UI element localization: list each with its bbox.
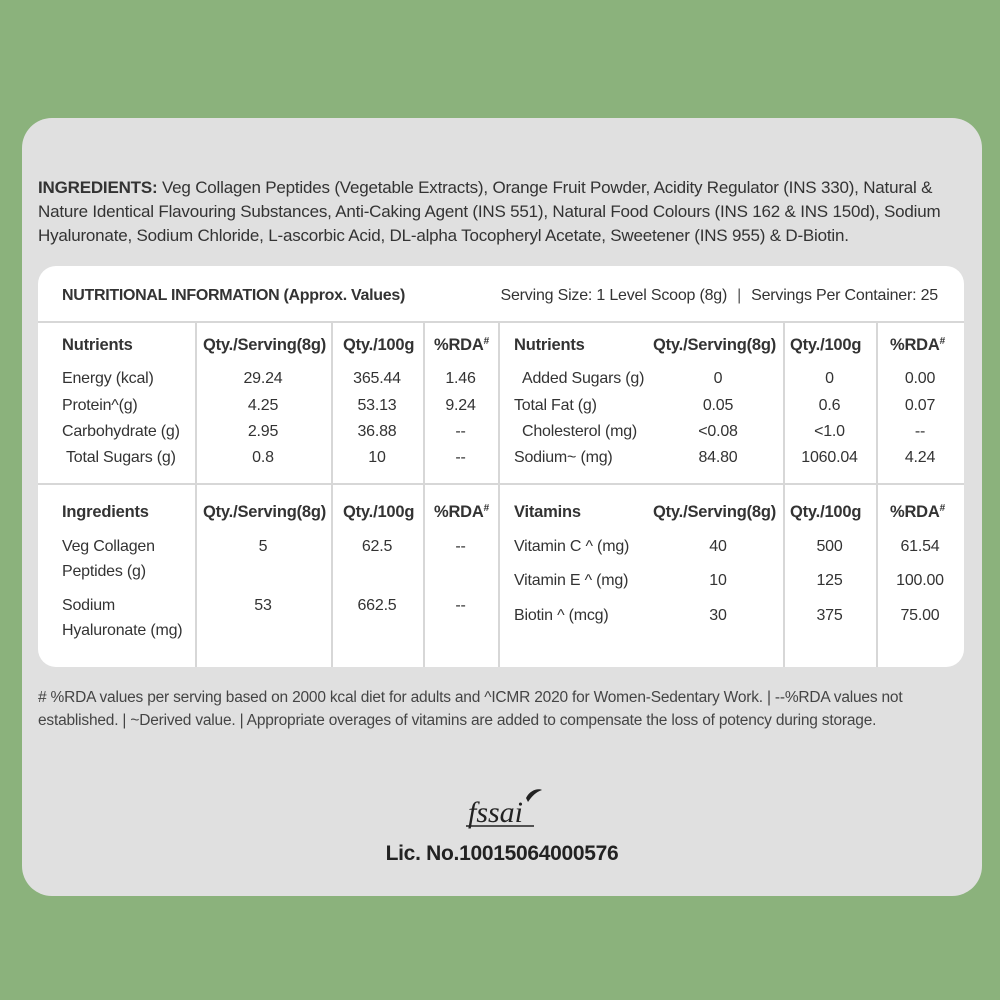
ingredients-label: INGREDIENTS: [38,178,158,197]
nutrient-serving: 0.05 [702,397,734,414]
nutrient-rda: 0.07 [904,397,936,414]
vitamin-rda: 75.00 [900,607,940,624]
nutrient-per100: 0.6 [818,397,841,414]
vitamin-rda: 100.00 [896,572,944,589]
header-qty-100g-right: Qty./100g [790,336,862,354]
nutrient-name: Total Fat (g) [514,397,597,414]
header-qty-serving: Qty./Serving(8g) [203,336,327,354]
nutrition-table [38,266,964,667]
serving-info [501,287,939,305]
vitamin-per100: 375 [816,607,843,624]
header-qty-100g: Qty./100g [343,503,415,521]
nutrient-rda: -- [455,449,466,466]
nutrient-rda: 1.46 [445,370,476,387]
ingredient-rda: -- [455,597,466,614]
ingredient-rda: -- [455,538,466,555]
nutrient-rda: -- [914,423,926,440]
vitamin-rda: 61.54 [900,538,940,555]
ingredient-name-line1: Veg Collagen [62,538,155,555]
nutrient-rda: 4.24 [904,449,936,466]
footnote-line: established. | ~Derived value. | Appropriate overages of vitamins are added to compensate the loss of potency during storage. [38,712,877,729]
vitamin-serving: 40 [709,538,727,555]
serving-size: Serving Size: 1 Level Scoop (8g) [500,287,728,304]
fssai-logo-text: fssai [468,796,524,829]
vitamin-per100: 500 [816,538,843,555]
nutrient-rda: -- [455,423,466,440]
nutrient-per100: 365.44 [353,370,401,387]
vitamin-serving: 10 [709,572,727,589]
nutrient-serving: <0.08 [698,423,738,440]
nutrient-rda: 0.00 [904,370,936,387]
header-qty-100g-right: Qty./100g [790,503,862,521]
nutrient-serving: 84.80 [698,449,738,466]
nutrient-per100: 10 [368,449,386,466]
header-rda: %RDA# [434,336,489,354]
ingredient-per100: 62.5 [361,538,393,555]
nutrient-name: Cholesterol (mg) [522,423,638,440]
nutrient-per100: 36.88 [357,423,397,440]
header-qty-serving: Qty./Serving(8g) [203,503,327,521]
ingredient-serving: 5 [258,538,268,555]
nutrient-name: Added Sugars (g) [522,370,645,387]
vitamin-name: Vitamin E ^ (mg) [514,572,629,589]
license-number: Lic. No.10015064000576 [385,842,619,865]
nutrient-name: Carbohydrate (g) [62,423,180,440]
vitamin-serving: 30 [709,607,727,624]
nutrient-per100: <1.0 [814,423,845,440]
vitamin-per100: 125 [816,572,843,589]
servings-per-container: Servings Per Container: 25 [751,287,938,304]
nutrient-name: Total Sugars (g) [66,449,176,466]
header-qty-serving-right: Qty./Serving(8g) [653,503,777,521]
header-nutrients-right: Nutrients [514,336,585,354]
vitamin-name: Biotin ^ (mcg) [514,607,609,624]
nutrient-name: Sodium~ (mg) [514,449,613,466]
header-rda-right: %RDA# [890,336,945,354]
footnote-line: # %RDA values per serving based on 2000 kcal diet for adults and ^ICMR 2020 for Women-Sedentary Work. | --%RDA values not [38,689,903,706]
ingredients-text [38,176,958,248]
header-qty-100g: Qty./100g [343,336,415,354]
section-divider [38,483,964,485]
ingredient-name-line1: Sodium [62,597,116,614]
ingredient-name-line2: Peptides (g) [62,563,146,580]
nutrient-per100: 53.13 [357,397,397,414]
nutrient-serving: 0.8 [252,449,274,466]
nutrient-per100: 1060.04 [801,449,858,466]
nutrient-serving: 2.95 [247,423,279,440]
nutrient-serving: 29.24 [243,370,283,387]
rda-footnote [38,686,958,732]
vitamin-name: Vitamin C ^ (mg) [514,538,630,555]
nutrient-serving: 4.25 [247,397,279,414]
nutrient-serving: 0 [713,370,723,387]
ingredient-name-line2: Hyaluronate (mg) [62,622,183,639]
ingredients-list: Veg Collagen Peptides (Vegetable Extracts), Orange Fruit Powder, Acidity Regulator (INS 330), Natural & Nature Identical Flavouring Substances, Anti-Caking Agent (INS 551), Natural Food Colours (INS 162 & INS 150d), Sodium Hyaluronate, Sodium Chloride, L-ascorbic Acid, DL-alpha Tocopheryl Acetate, Sweetener (INS 955) & D-Biotin. [38,178,941,245]
label-panel [22,118,982,896]
nutrient-name: Energy (kcal) [62,370,154,387]
nutrition-header [38,266,964,323]
header-nutrients: Nutrients [62,336,133,354]
fssai-logo-icon [464,786,544,830]
ingredient-per100: 662.5 [357,597,397,614]
nutrient-rda: 9.24 [445,397,476,414]
nutrient-name: Protein^(g) [62,397,138,414]
column-divider [498,322,500,667]
header-ingredients: Ingredients [62,503,149,521]
header-vitamins: Vitamins [514,503,581,521]
header-rda: %RDA# [434,503,489,521]
ingredient-serving: 53 [254,597,272,614]
nutrient-per100: 0 [825,370,834,387]
nutrition-title: NUTRITIONAL INFORMATION (Approx. Values) [62,287,405,304]
header-rda-right: %RDA# [890,503,945,521]
serving-separator: | [737,287,742,304]
header-qty-serving-right: Qty./Serving(8g) [653,336,777,354]
